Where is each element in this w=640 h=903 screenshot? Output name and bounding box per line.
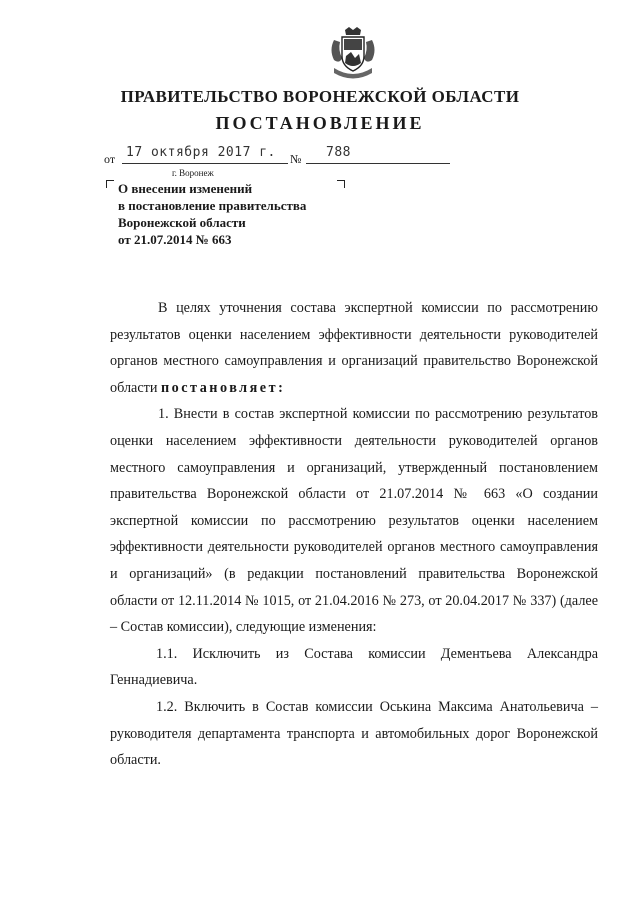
item-1-2-paragraph: 1.2. Включить в Состав комиссии Оськина Максима Анатольевича – руководителя департамента транспорта и автомобильных дорог Воронежской области.	[110, 698, 598, 769]
preamble-paragraph	[110, 295, 598, 401]
date-number-line	[104, 145, 364, 167]
subject-bracket-left	[106, 180, 114, 188]
subject-line: в постановление правительства	[118, 198, 307, 213]
subject-line: от 21.07.2014 № 663	[118, 232, 232, 247]
subject-line: О внесении изменений	[118, 181, 253, 196]
item-1-paragraph: 1. Внести в состав экспертной комиссии по рассмотрению результатов оценки населением эффективности деятельности руководителей органов местного самоуправления и организаций, утвержденный постановлением правительства Воронежской области от 21.07.2014 № 663 «О создании экспертной комиссии по рассмотрению результатов оценки населением эффективности деятельности руководителей органов местного самоуправления и организаций» (в редакции постановлений правительства Воронежской области от 12.11.2014 № 1015, от 21.04.2016 № 273, от 20.04.2017 № 337) (далее – Состав комиссии), следующие изменения:	[110, 406, 598, 636]
city-label: г. Воронеж	[172, 168, 214, 178]
document-type-title: ПОСТАНОВЛЕНИЕ	[215, 113, 425, 133]
date-label: от	[104, 152, 116, 166]
number-value: 788	[326, 145, 351, 160]
document-body	[110, 295, 598, 774]
government-title: ПРАВИТЕЛЬСТВО ВОРОНЕЖСКОЙ ОБЛАСТИ	[120, 87, 520, 106]
number-underline	[306, 163, 450, 164]
coat-of-arms-emblem	[328, 26, 378, 84]
number-label: №	[290, 152, 302, 166]
decrees-word: постановляет:	[160, 379, 286, 396]
preamble-text: В целях уточнения состава экспертной комиссии по рассмотрению результатов оценки населением эффективности деятельности руководителей органов местного самоуправления и организаций правительство Воронежской области	[110, 300, 598, 396]
date-value: 17 октября 2017 г.	[126, 145, 276, 160]
document-subject	[118, 180, 358, 248]
date-underline	[122, 163, 288, 164]
subject-line: Воронежской области	[118, 215, 246, 230]
item-1-1-paragraph: 1.1. Исключить из Состава комиссии Дементьева Александра Геннадиевича.	[110, 645, 598, 689]
